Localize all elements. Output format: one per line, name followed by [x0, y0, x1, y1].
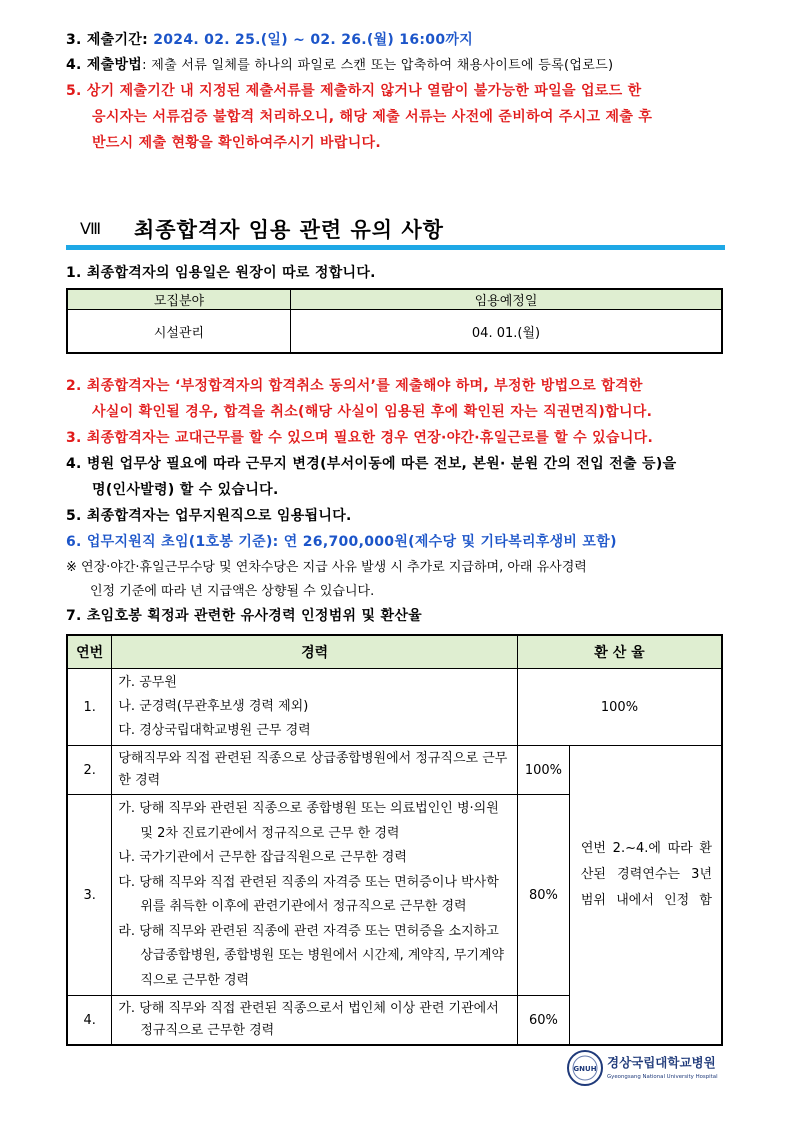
notice-item5-line1: 5. 상기 제출기간 내 지정된 제출서류를 제출하지 않거나 열람이 불가능한 파일을 업로드 한 — [66, 83, 642, 99]
logo-emblem-text: GNUH — [573, 1065, 597, 1073]
row2-no: 2. — [67, 746, 112, 795]
row1-items — [112, 669, 518, 746]
row1-rate: 100% — [517, 669, 722, 746]
point-4-line2: 명(인사발령) 할 수 있습니다. — [92, 482, 279, 498]
row3-item: 다. 당해 직무와 직접 관련된 직종의 자격증 또는 면허증이나 박사학위를 취득한 이후에 관련기관에서 정규직으로 근무한 경력 — [118, 874, 499, 914]
row1-item: 다. 경상국립대학교병원 근무 경력 — [118, 723, 311, 738]
career-table — [66, 634, 723, 1046]
row4-items — [112, 996, 518, 1046]
section-title: 최종합격자 임용 관련 유의 사항 — [134, 218, 444, 242]
row3-items — [112, 795, 518, 996]
point-2-line1: 2. 최종합격자는 ‘부정합격자의 합격취소 동의서’를 제출해야 하며, 부정한 방법으로 합격한 — [66, 378, 643, 394]
section-number: Ⅷ — [80, 219, 102, 238]
logo-emblem-icon — [566, 1048, 726, 1088]
note-line1: ※ 연장·야간·휴일근무수당 및 연차수당은 지급 사유 발생 시 추가로 지급하며, 아래 유사경력 — [66, 560, 587, 575]
logo-name-en: Gyeongsang National University Hospital — [607, 1074, 718, 1080]
point-1: 1. 최종합격자의 임용일은 원장이 따로 정합니다. — [66, 265, 376, 281]
row1-item: 나. 군경력(무관후보생 경력 제외) — [118, 699, 309, 714]
row4-rate: 60% — [517, 996, 569, 1046]
row4-no: 4. — [67, 996, 112, 1046]
submission-method: 4. 제출방법: 제출 서류 일체를 하나의 파일로 스캔 또는 압축하여 채용사이트에 등록(업로드) — [66, 57, 614, 73]
cell-date: 04. 01.(월) — [291, 310, 723, 354]
row1-item: 가. 공무원 — [118, 675, 177, 690]
row1-no: 1. — [67, 669, 112, 746]
point-3: 3. 최종합격자는 교대근무를 할 수 있으며 필요한 경우 연장·야간·휴일근로를 할 수 있습니다. — [66, 430, 654, 446]
row2-rate: 100% — [517, 746, 569, 795]
row4-item: 가. 당해 직무와 직접 관련된 직종으로서 법인체 이상 관련 기관에서 정규직으로 근무한 경력 — [118, 1001, 499, 1038]
row3-item: 라. 당해 직무와 관련된 직종에 관련 자격증 또는 면허증을 소지하고 상급종합병원, 종합병원 또는 병원에서 시간제, 계약직, 무기계약직으로 근무한 경력 — [118, 923, 505, 988]
table-row — [67, 669, 722, 746]
cell-field: 시설관리 — [67, 310, 291, 354]
header-no: 연번 — [67, 635, 112, 669]
row3-item: 가. 당해 직무와 관련된 직종으로 종합병원 또는 의료법인인 병·의원 및 2차 진료기관에서 정규직으로 근무 한 경력 — [118, 801, 499, 841]
hospital-logo — [566, 1048, 726, 1092]
appointment-table — [66, 288, 723, 354]
logo-name-ko: 경상국립대학교병원 — [607, 1055, 716, 1070]
note-line2: 인정 기준에 따라 년 지급액은 상향될 수 있습니다. — [90, 584, 375, 599]
point-2-line2: 사실이 확인될 경우, 합격을 취소(해당 사실이 임용된 후에 확인된 자는 직권면직)합니다. — [92, 404, 653, 420]
header-date: 임용예정일 — [291, 289, 723, 310]
notice-item5-line3: 반드시 제출 현황을 확인하여주시기 바랍니다. — [92, 135, 381, 151]
point-7: 7. 초임호봉 획정과 관련한 유사경력 인정범위 및 환산율 — [66, 608, 423, 624]
row2-text: 당해직무와 직접 관련된 직종으로 상급종합병원에서 정규직으로 근무한 경력 — [112, 746, 518, 795]
header-field: 모집분야 — [67, 289, 291, 310]
table-row — [67, 746, 722, 795]
point-6: 6. 업무지원직 초임(1호봉 기준): 연 26,700,000원(제수당 및 기타복리후생비 포함) — [66, 534, 617, 550]
submission-period: 3. 제출기간: 2024. 02. 25.(일) ~ 02. 26.(월) 16:00까지 — [66, 32, 474, 48]
point-5: 5. 최종합격자는 업무지원직으로 임용됩니다. — [66, 508, 352, 524]
point-4-line1: 4. 병원 업무상 필요에 따라 근무지 변경(부서이동에 따른 전보, 본원· 분원 간의 전입 전출 등)을 — [66, 456, 677, 472]
header-career: 경력 — [112, 635, 518, 669]
row3-item: 나. 국가기관에서 근무한 잡급직원으로 근무한 경력 — [118, 850, 407, 865]
merged-note-text: 연번 2.~4.에 따라 환산된 경력연수는 3년 범위 내에서 인정 함 — [580, 841, 712, 908]
header-rate: 환 산 율 — [517, 635, 722, 669]
row3-no: 3. — [67, 795, 112, 996]
merged-note — [569, 746, 722, 1046]
row3-rate: 80% — [517, 795, 569, 996]
notice-item5-line2: 응시자는 서류검증 불합격 처리하오니, 해당 제출 서류는 사전에 준비하여 주시고 제출 후 — [92, 109, 653, 125]
section-underline — [66, 245, 725, 250]
